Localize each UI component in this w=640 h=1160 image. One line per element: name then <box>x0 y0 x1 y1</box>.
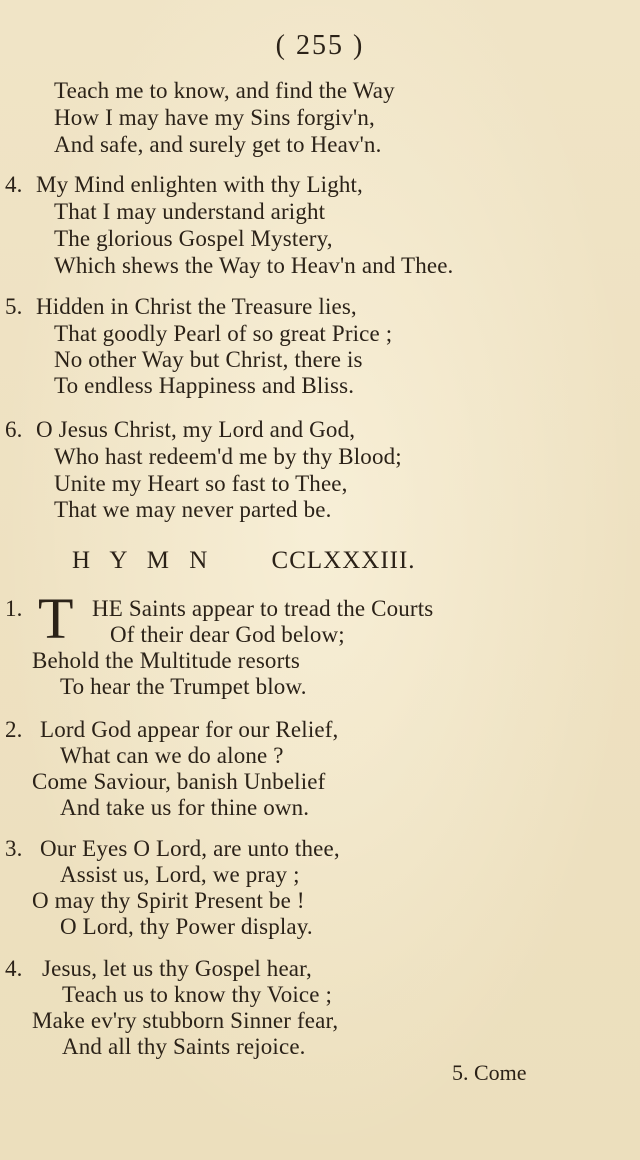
verse-line: To hear the Trumpet blow. <box>60 674 307 699</box>
verse-number: 4. <box>5 956 23 981</box>
verse-line: No other Way but Christ, there is <box>54 347 363 372</box>
continuation-line-1: Teach me to know, and find the Way <box>54 78 395 103</box>
verse-line: Behold the Multitude resorts <box>32 648 301 673</box>
verse-line: What can we do alone ? <box>60 743 284 768</box>
hymn-title-word: H Y M N <box>72 547 215 574</box>
verse-line: To endless Happiness and Bliss. <box>54 373 355 398</box>
verse-line: Hidden in Christ the Treasure lies, <box>36 294 357 319</box>
verse-line: Lord God appear for our Relief, <box>40 717 339 742</box>
verse-line: Which shews the Way to Heav'n and Thee. <box>54 253 454 278</box>
verse-line: Assist us, Lord, we pray ; <box>60 862 300 887</box>
continuation-line-3: And safe, and surely get to Heav'n. <box>54 132 382 157</box>
verse-line: The glorious Gospel Mystery, <box>54 226 333 251</box>
verse-line: And take us for thine own. <box>60 795 310 820</box>
verse-line: That I may understand aright <box>54 199 326 224</box>
verse-line: O Lord, thy Power display. <box>60 914 313 939</box>
verse-line: O may thy Spirit Present be ! <box>32 888 305 913</box>
verse-line: Of their dear God below; <box>110 622 345 647</box>
verse-number: 6. <box>5 417 23 442</box>
verse-line: My Mind enlighten with thy Light, <box>36 172 363 197</box>
verse-line: Make ev'ry stubborn Sinner fear, <box>32 1008 339 1033</box>
catchword: 5. Come <box>452 1060 527 1085</box>
verse-line: Teach us to know thy Voice ; <box>62 982 333 1007</box>
verse-number: 2. <box>5 717 23 742</box>
verse-line: And all thy Saints rejoice. <box>62 1034 306 1059</box>
verse-line: Our Eyes O Lord, are unto thee, <box>40 836 340 861</box>
continuation-line-2: How I may have my Sins forgiv'n, <box>54 105 375 130</box>
verse-line: Who hast redeem'd me by thy Blood; <box>54 444 402 469</box>
hymn-title <box>72 547 416 575</box>
verse-number: 3. <box>5 836 23 861</box>
verse-number: 5. <box>5 294 23 319</box>
verse-number: 1. <box>5 596 23 621</box>
verse-line: O Jesus Christ, my Lord and God, <box>36 417 356 442</box>
verse-line: Come Saviour, banish Unbelief <box>32 769 326 794</box>
verse-line: That goodly Pearl of so great Price ; <box>54 321 393 346</box>
verse-line: Unite my Heart so fast to Thee, <box>54 471 348 496</box>
verse-number: 4. <box>5 172 23 197</box>
page-number-header: ( 255 ) <box>275 30 365 61</box>
verse-line: HE Saints appear to tread the Courts <box>92 596 434 621</box>
hymn-title-number: CCLXXXIII. <box>271 547 416 574</box>
drop-cap-letter: T <box>38 586 74 651</box>
verse-line: That we may never parted be. <box>54 497 332 522</box>
verse-line: Jesus, let us thy Gospel hear, <box>42 956 312 981</box>
